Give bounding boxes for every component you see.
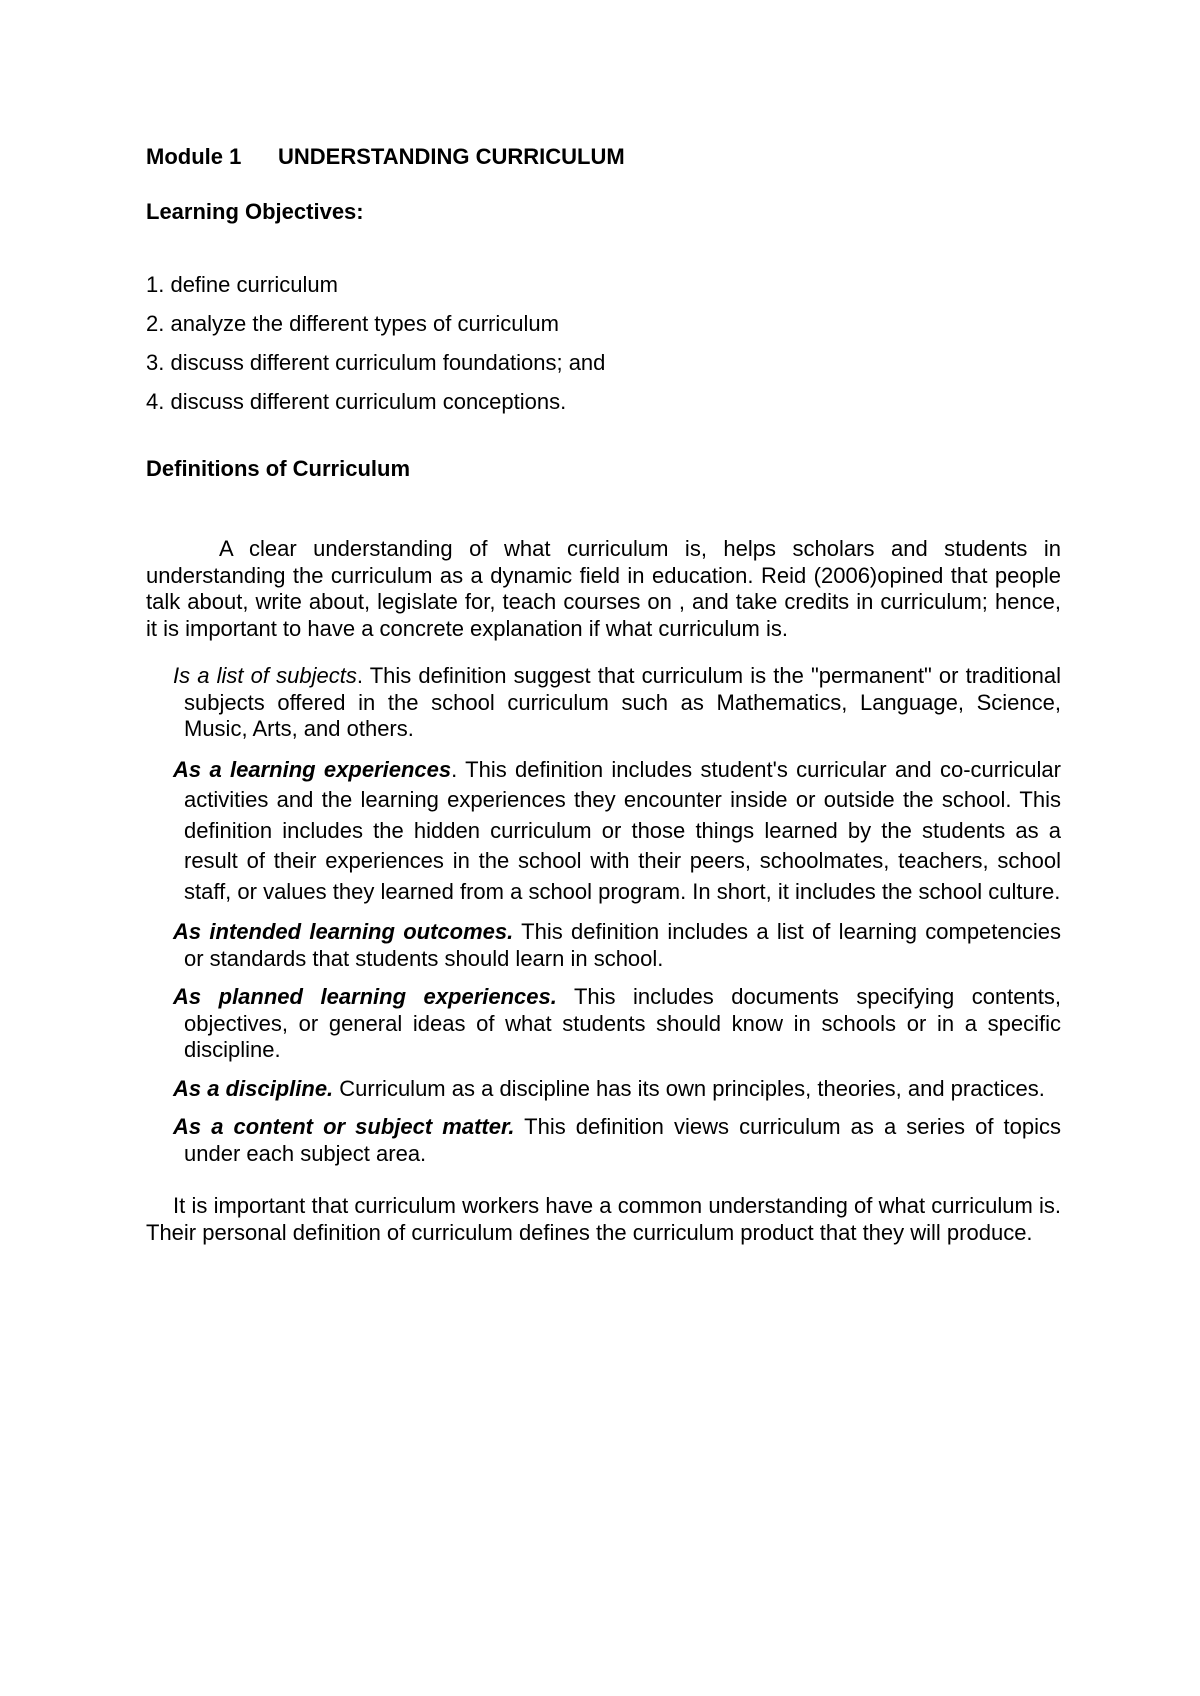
definition-term: As a learning experiences	[173, 756, 452, 782]
definition-term: Is a list of subjects	[173, 663, 357, 688]
module-heading	[146, 143, 1061, 171]
objective-item: 1. define curriculum	[146, 272, 338, 297]
definition-text: Curriculum as a discipline has its own principles, theories, and practices.	[333, 1075, 1045, 1101]
learning-objectives-heading: Learning Objectives:	[146, 199, 364, 224]
definition-item	[146, 1076, 1061, 1103]
definition-text: . This definition suggest that curriculum is the "permanent" or traditional subjects offered in the school curriculum such as Mathematics, Language, Science, Music, Arts, and others.	[184, 663, 1061, 741]
definition-text: This definition includes a list of learning competencies or standards that students should learn in school.	[184, 919, 1061, 971]
objectives-list	[146, 271, 1061, 416]
definition-text: This includes documents specifying contents, objectives, or general ideas of what students should know in schools or in a specific discipline.	[184, 984, 1061, 1062]
definition-item	[146, 663, 1061, 743]
definition-item	[146, 919, 1061, 972]
definition-item	[146, 984, 1061, 1064]
objective-item: 2. analyze the different types of curriculum	[146, 311, 559, 336]
definition-text: . This definition includes student's curricular and co-curricular activities and the learning experiences they encounter inside or outside the school. This definition includes the hidden curriculum or those things learned by the students as a result of their experiences in the school with their peers, schoolmates, teachers, school staff, or values they learned from a school program. In short, it includes the school culture.	[184, 756, 1061, 904]
definition-term: As a discipline.	[173, 1075, 334, 1101]
module-number: Module 1	[146, 144, 242, 169]
objective-item: 4. discuss different curriculum conceptions.	[146, 389, 567, 414]
module-title: UNDERSTANDING CURRICULUM	[278, 144, 625, 169]
page-content	[146, 143, 1061, 1246]
closing-paragraph: It is important that curriculum workers have a common understanding of what curriculum is. Their personal definition of curriculum defines the curriculum product that they will produce.	[146, 1193, 1061, 1245]
definition-term: As intended learning outcomes.	[173, 919, 514, 944]
intro-paragraph: A clear understanding of what curriculum is, helps scholars and students in understanding the curriculum as a dynamic field in education. Reid (2006)opined that people talk about, write about, legislate for, teach courses on , and take credits in curriculum; hence, it is important to have a concrete explanation if what curriculum is.	[146, 536, 1061, 641]
objective-item: 3. discuss different curriculum foundations; and	[146, 350, 606, 375]
definition-item	[146, 1114, 1061, 1167]
definitions-heading: Definitions of Curriculum	[146, 456, 410, 481]
definition-text: This definition views curriculum as a series of topics under each subject area.	[184, 1114, 1061, 1166]
definition-term: As a content or subject matter.	[173, 1114, 515, 1139]
definitions-list	[146, 663, 1061, 1167]
definition-term: As planned learning experiences.	[173, 984, 557, 1009]
definition-item	[146, 755, 1061, 908]
